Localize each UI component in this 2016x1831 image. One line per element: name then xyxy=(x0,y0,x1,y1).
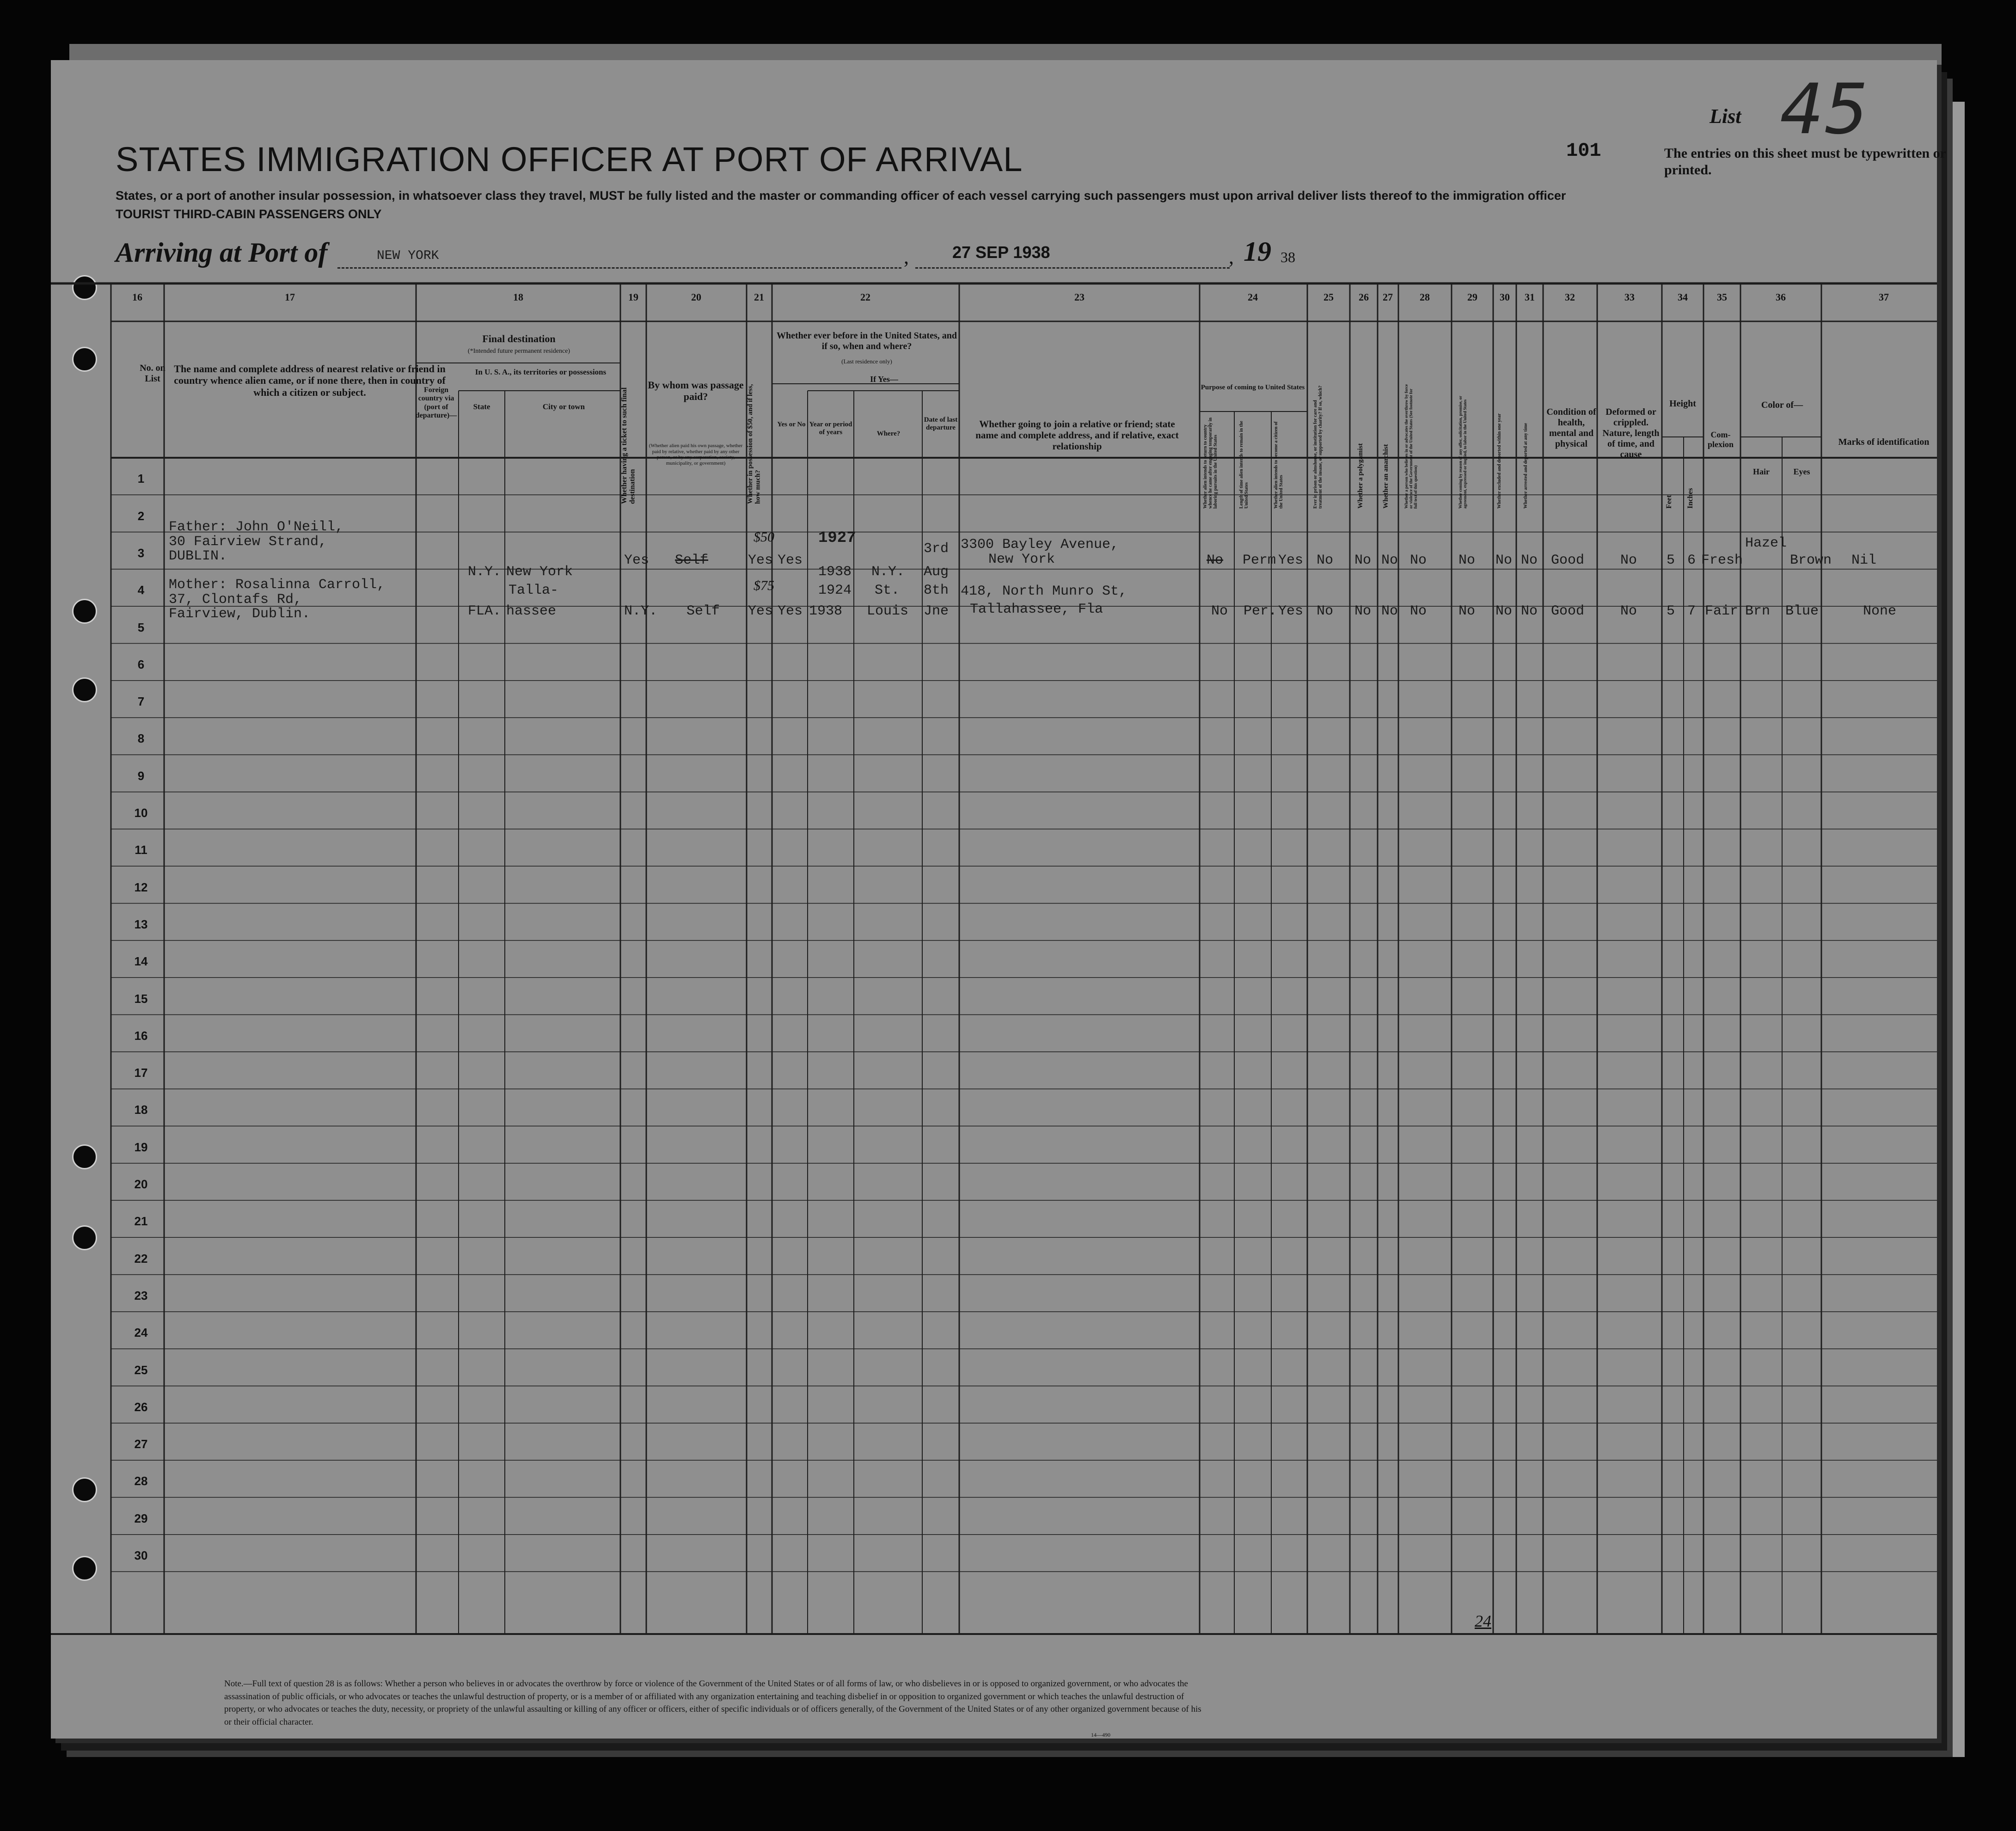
row2-deformed: No xyxy=(1620,603,1637,619)
row-number: 19 xyxy=(134,1140,148,1154)
row2-feet: 5 xyxy=(1667,603,1675,619)
header-height: Height xyxy=(1669,399,1696,409)
column-number: 20 xyxy=(691,291,701,303)
row2-where-top: St. xyxy=(875,583,900,598)
header-eyes: Eyes xyxy=(1793,467,1810,476)
row2-before: Yes xyxy=(778,603,803,619)
row1-relative xyxy=(169,520,343,564)
row-number: 17 xyxy=(134,1066,148,1080)
row2-q28: No xyxy=(1410,603,1427,619)
row1-year-bottom: 1938 xyxy=(818,564,852,580)
row-number: 29 xyxy=(134,1511,148,1525)
row-number: 6 xyxy=(137,657,145,671)
row1-where: N.Y. xyxy=(871,564,905,580)
column-number: 22 xyxy=(860,291,870,303)
row-number: 28 xyxy=(134,1474,148,1488)
row1-relative-line: 30 Fairview Strand, xyxy=(169,534,327,550)
row1-join-line: 3300 Bayley Avenue, xyxy=(961,537,1119,553)
row-number: 23 xyxy=(134,1288,148,1303)
row2-possession-mark: $75 xyxy=(754,578,774,593)
row1-possession: Yes xyxy=(748,553,773,568)
row2-paid: Self xyxy=(686,603,720,619)
row2-q30: No xyxy=(1495,603,1513,619)
row1-before: Yes xyxy=(778,553,803,568)
column-number: 25 xyxy=(1324,291,1334,303)
row1-inches: 6 xyxy=(1687,553,1696,568)
row1-join-line: New York xyxy=(988,551,1055,567)
port-name: NEW YORK xyxy=(377,249,439,263)
header-possession: Whether in possession of $50, and if less, how much? xyxy=(747,384,762,504)
comma: , xyxy=(1229,246,1234,268)
form-title: STATES IMMIGRATION OFFICER AT PORT OF ARRIVAL xyxy=(116,140,1023,178)
row1-ticket: Yes xyxy=(624,553,650,568)
header-city: City or town xyxy=(542,402,585,411)
header-feet: Feet xyxy=(1665,495,1673,509)
row2-where: Louis xyxy=(867,603,909,619)
row1-dep-month: Aug xyxy=(924,564,949,580)
row1-hair: Hazel xyxy=(1745,535,1787,551)
header-ticket: Whether having a ticket to such final destination xyxy=(620,387,637,504)
column-number: 17 xyxy=(285,291,295,303)
header-purpose-a: Whether alien intends to return to country whence he came after engaging temporarily in laboring pursuits in the United States xyxy=(1203,418,1218,509)
header-usa: In U. S. A., its territories or possessions xyxy=(475,368,607,376)
column-number: 36 xyxy=(1776,291,1786,303)
row-number: 5 xyxy=(137,620,145,634)
header-q31: Whether arrested and deported at any time xyxy=(1523,423,1528,509)
row2-possession: Yes xyxy=(748,603,773,619)
header-final-destination-note: (*Intended future permanent residence) xyxy=(467,348,570,355)
list-number-handwritten: 45 xyxy=(1780,69,1868,150)
row-number: 27 xyxy=(134,1437,148,1451)
column-number: 21 xyxy=(754,291,764,303)
header-q30: Whether excluded and deported within one year xyxy=(1497,413,1502,509)
column-number: 31 xyxy=(1525,291,1535,303)
row2-city: hassee xyxy=(506,603,557,619)
row1-dep-day: 3rd xyxy=(924,541,949,557)
row-number: 8 xyxy=(137,731,145,746)
header-before-note: (Last residence only) xyxy=(841,358,892,365)
header-prison: Ever in prison or almshouse, or institution for care and treatment of the insane, or supported by charity? If so, which? xyxy=(1313,385,1323,509)
row1-year-top: 1927 xyxy=(818,529,856,547)
row-number: 11 xyxy=(135,843,147,857)
header-q29: Whether coming by reason of any offer, solicitation, promise, or agreement, expressed or implied, to labor in the United States xyxy=(1458,396,1467,509)
header-join-relative: Whether going to join a relative or friend; state name and complete address, and if relative, exact relationship xyxy=(975,418,1179,452)
row-number: 30 xyxy=(134,1548,148,1562)
column-number: 33 xyxy=(1624,291,1635,303)
row1-purpose-c: Yes xyxy=(1278,553,1304,568)
header-state: State xyxy=(473,402,490,411)
row2-q27: No xyxy=(1381,603,1398,619)
header-q28: Whether a person who believes in or advocates the overthrow by force or violence of the Government of the United States (See footnote for full text of this question) xyxy=(1404,384,1418,509)
row2-q26: No xyxy=(1354,603,1372,619)
header-purpose-c: Whether alien intends to become a citizen of the United States xyxy=(1274,421,1284,509)
class-line: TOURIST THIRD-CABIN PASSENGERS ONLY xyxy=(116,207,382,221)
column-number: 23 xyxy=(1074,291,1085,303)
row-number: 2 xyxy=(137,509,145,523)
entries-note: The entries on this sheet must be typewritten or printed. xyxy=(1664,146,1946,178)
row2-year-top: 1924 xyxy=(818,583,852,598)
header-by-whom: By whom was passage paid? xyxy=(648,379,744,403)
header-year-period: Year or period of years xyxy=(809,421,852,436)
header-relative: The name and complete address of nearest relative or friend in country whence alien came, or if none there, then in country of which a citizen or subject. xyxy=(174,363,446,398)
column-number: 19 xyxy=(628,291,638,303)
row2-q25: No xyxy=(1317,603,1334,619)
column-number: 27 xyxy=(1383,291,1393,303)
row-number: 12 xyxy=(134,880,148,894)
header-purpose: Purpose of coming to United States xyxy=(1201,384,1305,391)
row2-relative-line: Fairview, Dublin. xyxy=(169,606,311,622)
column-number: 28 xyxy=(1420,291,1430,303)
footnote: Note.—Full text of question 28 is as follows: Whether a person who believes in or advocates the overthrow by force or violence of the Government of the United States or of all forms of law, or who disbelieves in or is opposed to organized government, or who advocates the assassination of public officials, or who advocates or teaches the unlawful destruction of property, or is a member of or affiliated with any organization entertaining and teaching disbelief in or opposition to organized government or which teaches the unlawful destruction of property, or who advocates or teaches the duty, necessity, or propriety of the unlawful assaulting or killing of any officer or officers, either of specific individuals or of officers generally, of the Government of the United States or of any other organized government because of his or their official character. xyxy=(224,1679,1201,1727)
column-number: 29 xyxy=(1467,291,1477,303)
row2-eyes: Blue xyxy=(1785,603,1819,619)
header-hair: Hair xyxy=(1753,467,1770,476)
manifest-sheet xyxy=(51,60,1946,1739)
column-number: 32 xyxy=(1565,291,1575,303)
row1-paid: Self xyxy=(675,553,709,568)
form-subtitle: States, or a port of another insular possession, in whatsoever class they travel, MUST be fully listed and the master or commanding officer of each vessel carrying such passengers must upon arrival deliver lists thereof to the immigration officer xyxy=(116,189,1566,203)
header-complexion: Com- plexion xyxy=(1707,430,1734,449)
row-number: 13 xyxy=(134,917,148,931)
row2-join xyxy=(961,583,1127,619)
header-inches: Inches xyxy=(1686,488,1694,509)
row1-q27: No xyxy=(1381,553,1398,568)
header-color-of: Color of— xyxy=(1761,400,1803,410)
row2-year-bottom: 1938 xyxy=(809,603,843,619)
row1-purpose-b: Perm xyxy=(1243,553,1276,568)
row-number: 14 xyxy=(134,954,148,969)
column-number: 16 xyxy=(132,291,142,303)
row2-relative-line: Mother: Rosalinna Carroll, xyxy=(169,577,386,593)
row2-ticket: N.Y. xyxy=(624,603,658,619)
row2-q29: No xyxy=(1458,603,1476,619)
margin-mark: 24 xyxy=(1475,1612,1491,1630)
row1-complexion: Fresh xyxy=(1701,553,1743,568)
row1-deformed: No xyxy=(1620,553,1637,568)
row2-join-line: Tallahassee, Fla xyxy=(970,602,1103,617)
sheet-number: 101 xyxy=(1566,140,1601,162)
row1-purpose-a: No xyxy=(1207,553,1224,568)
row1-q29: No xyxy=(1458,553,1476,568)
row1-city: New York xyxy=(506,564,573,580)
row2-dep-day: 8th xyxy=(924,583,949,598)
column-number: 37 xyxy=(1879,291,1889,303)
header-polygamist: Whether a polygamist xyxy=(1357,443,1364,509)
row2-purpose-c: Yes xyxy=(1278,603,1304,619)
header-date-departure: Date of last departure xyxy=(924,416,958,432)
row1-relative-line: DUBLIN. xyxy=(169,548,227,564)
row-number: 15 xyxy=(134,991,148,1006)
header-condition: Condition of health, mental and physical xyxy=(1546,407,1596,449)
row-number: 22 xyxy=(134,1251,148,1266)
row1-q31: No xyxy=(1521,553,1538,568)
row2-purpose-a: No xyxy=(1211,603,1228,619)
row1-q30: No xyxy=(1495,553,1513,568)
header-where: Where? xyxy=(876,430,901,437)
row-number: 10 xyxy=(134,806,148,820)
row2-q31: No xyxy=(1521,603,1538,619)
column-number: 18 xyxy=(513,291,523,303)
header-by-whom-note: (Whether alien paid his own passage, whether paid by relative, whether paid by any other person, or by any corporation, society, municipality, or government) xyxy=(649,443,743,466)
year-prefix: 19 xyxy=(1244,236,1271,267)
row1-feet: 5 xyxy=(1667,553,1675,568)
row-number: 9 xyxy=(137,768,145,783)
header-if-yes: If Yes— xyxy=(870,375,898,384)
row2-complexion: Fair xyxy=(1705,603,1739,619)
row2-relative-line: 37, Clontafs Rd, xyxy=(169,591,302,608)
row2-condition: Good xyxy=(1551,603,1585,619)
list-label: List xyxy=(1710,105,1741,128)
row2-join-line: 418, North Munro St, xyxy=(961,584,1127,599)
row1-possession-mark: $50 xyxy=(754,529,774,545)
row1-state: N.Y. xyxy=(468,564,502,580)
comma: , xyxy=(904,246,909,268)
row2-relative xyxy=(169,578,385,622)
row-number: 18 xyxy=(134,1103,148,1117)
row-number: 26 xyxy=(134,1400,148,1414)
header-no-on-list: No. on List xyxy=(140,363,165,384)
date-stamp: 27 SEP 1938 xyxy=(952,243,1050,262)
header-foreign-country: Foreign country via (port of departure)— xyxy=(415,386,457,420)
row1-q26: No xyxy=(1354,553,1372,568)
row2-inches: 7 xyxy=(1687,603,1696,619)
row-number: 7 xyxy=(137,694,145,709)
row2-marks: None xyxy=(1863,603,1897,619)
year-suffix: 38 xyxy=(1281,249,1295,265)
row1-relative-line: Father: John O'Neill, xyxy=(169,519,344,535)
row-number: 24 xyxy=(134,1326,148,1340)
header-final-destination: Final destination xyxy=(482,333,556,344)
row2-city-top: Talla- xyxy=(509,583,559,598)
row1-q25: No xyxy=(1317,553,1334,568)
row2-purpose-b: Per. xyxy=(1244,603,1277,619)
header-deformed: Deformed or crippled. Nature, length of time, and cause xyxy=(1602,407,1660,460)
table-grid xyxy=(51,60,1937,1739)
row-number: 25 xyxy=(134,1363,148,1377)
header-anarchist: Whether an anarchist xyxy=(1382,444,1390,509)
row1-join xyxy=(961,538,1119,567)
header-yes-or-no: Yes or No xyxy=(777,421,806,428)
header-purpose-b: Length of time alien intends to remain in the United States xyxy=(1239,421,1249,509)
column-number: 35 xyxy=(1717,291,1727,303)
row-number: 1 xyxy=(137,472,145,486)
column-number: 34 xyxy=(1678,291,1688,303)
column-number: 24 xyxy=(1248,291,1258,303)
column-number: 26 xyxy=(1359,291,1369,303)
row1-marks: Nil xyxy=(1851,553,1877,568)
form-code: 14—490 xyxy=(1091,1732,1110,1738)
row-number: 20 xyxy=(134,1177,148,1191)
header-marks: Marks of identification xyxy=(1838,437,1930,447)
row1-q28: No xyxy=(1410,553,1427,568)
row1-eyes: Brown xyxy=(1790,553,1832,568)
row-number: 21 xyxy=(134,1214,148,1229)
arriving-label: Arriving at Port of xyxy=(116,237,328,268)
header-before: Whether ever before in the United States, and if so, when and where? xyxy=(777,331,957,351)
row1-condition: Good xyxy=(1551,553,1585,568)
row2-hair: Brn xyxy=(1745,603,1771,619)
row-number: 16 xyxy=(134,1028,148,1043)
row-number: 3 xyxy=(137,546,145,560)
row-number: 4 xyxy=(137,583,145,597)
row2-state: FLA. xyxy=(468,603,502,619)
column-number: 30 xyxy=(1500,291,1510,303)
row2-dep-month: Jne xyxy=(924,603,949,619)
